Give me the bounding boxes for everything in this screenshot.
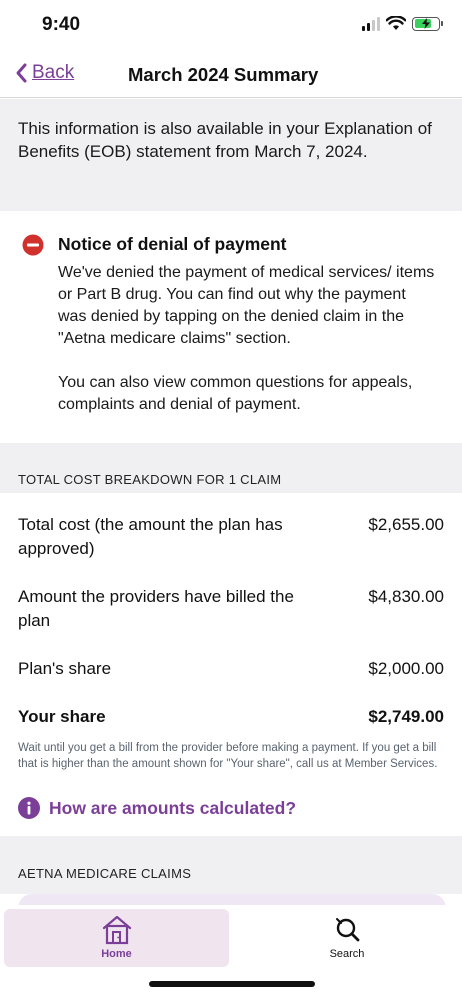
page-title: March 2024 Summary (128, 64, 319, 85)
notice-body (58, 262, 438, 416)
back-label[interactable]: Back (32, 62, 75, 83)
cost-label: Plan's share (18, 659, 112, 678)
denial-notice (0, 212, 462, 442)
eob-info-banner: This information is also available in your Explanation of Benefits (EOB) statement from March 7, 2024. (0, 99, 462, 211)
cost-label: Total cost (the amount the plan has approved) (18, 515, 283, 558)
tab-home-label[interactable]: Home (101, 948, 132, 960)
tab-home[interactable] (4, 909, 229, 967)
status-time: 9:40 (42, 14, 81, 35)
home-indicator (149, 981, 315, 987)
tab-search[interactable] (236, 909, 458, 967)
cost-value: $2,749.00 (368, 707, 444, 726)
back-button[interactable] (14, 62, 74, 84)
calc-link-label[interactable]: How are amounts calculated? (49, 797, 297, 818)
cost-value: $2,655.00 (368, 515, 444, 534)
cost-value: $4,830.00 (368, 587, 444, 606)
cost-label: Your share (18, 707, 106, 726)
claims-section-header: AETNA MEDICARE CLAIMS (0, 836, 462, 894)
chevron-left-icon (14, 62, 28, 84)
payment-disclaimer: Wait until you get a bill from the provider before making a payment. If you get a bill that is higher than the amount shown for "Your share", call us at Member Services. (18, 742, 438, 770)
status-bar (0, 0, 462, 50)
signal-icon (362, 17, 380, 31)
notice-paragraph-appeals: You can also view common questions for appeals, complaints and denial of payment. (58, 374, 413, 413)
cost-value: $2,000.00 (368, 659, 444, 678)
notice-title: Notice of denial of payment (58, 234, 287, 254)
minus-circle-icon (22, 234, 44, 256)
wifi-icon (386, 16, 406, 31)
home-icon (101, 915, 133, 945)
nav-bar (0, 52, 462, 98)
battery-charging-icon (412, 17, 440, 31)
how-amounts-calculated-link[interactable] (18, 797, 296, 819)
tab-search-label[interactable]: Search (329, 948, 365, 960)
search-icon (332, 915, 362, 945)
info-icon (18, 797, 40, 819)
notice-paragraph-denial: We've denied the payment of medical services/ items or Part B drug. You can find out why the payment was denied by tapping on the denied claim in the "Aetna medicare claims" section. (58, 264, 435, 347)
cost-breakdown-header: TOTAL COST BREAKDOWN FOR 1 CLAIM (0, 443, 462, 493)
cost-label: Amount the providers have billed the plan (18, 587, 294, 630)
status-icons (362, 16, 440, 31)
